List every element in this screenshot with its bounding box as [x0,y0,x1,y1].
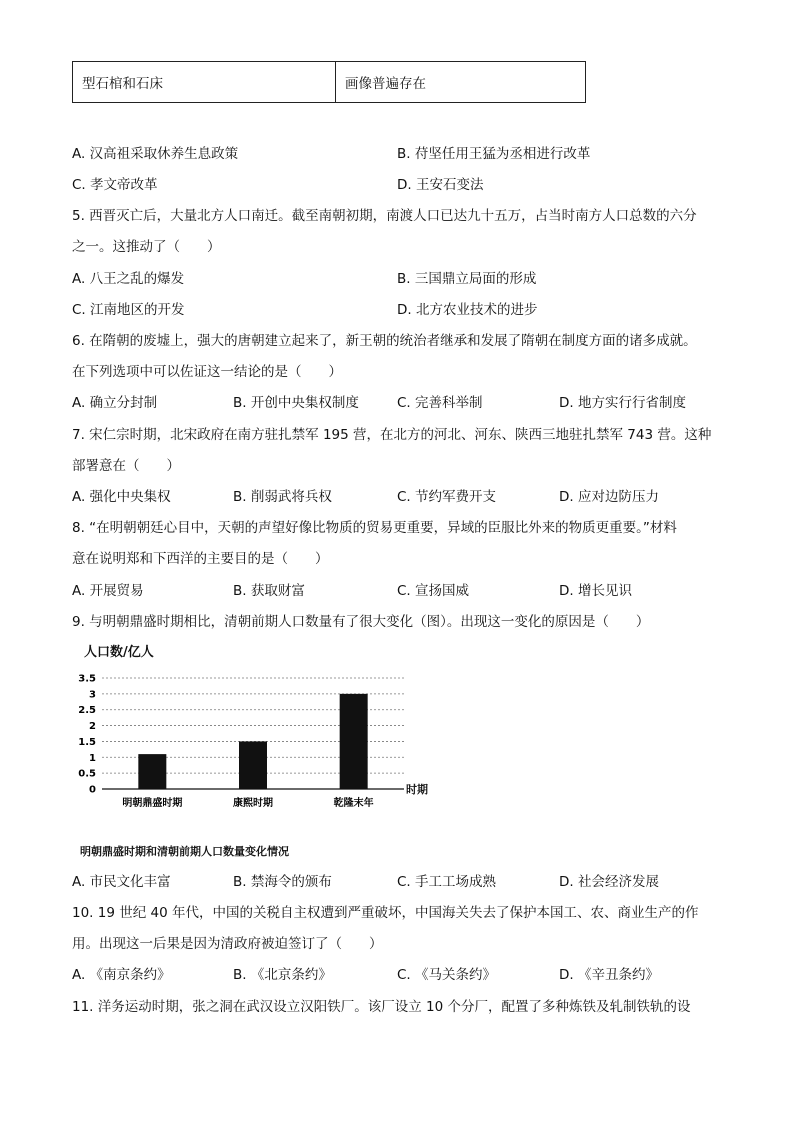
q4-option-b: B. 苻坚任用王猛为丞相进行改革 [397,146,591,162]
chart-xlabel: 时期 [406,783,428,796]
q4-option-d: D. 王安石变法 [397,177,484,193]
q7-option-c: C. 节约军费开支 [397,489,497,505]
q10-option-b: B. 《北京条约》 [233,967,332,983]
chart-y-tick-label: 3.5 [78,673,96,685]
q5-option-b: B. 三国鼎立局面的形成 [397,271,537,287]
q8-option-b: B. 获取财富 [233,583,305,599]
q10-option-a: A. 《南京条约》 [72,967,171,983]
chart-ylabel: 人口数/亿人 [84,645,154,660]
chart-y-tick-label: 2.5 [78,705,96,717]
q6-option-b: B. 开创中央集权制度 [233,395,359,411]
comparison-table [72,61,586,103]
q4-option-a: A. 汉高祖采取休养生息政策 [72,146,239,162]
q9-option-d: D. 社会经济发展 [559,874,659,890]
q8-stem-line2: 意在说明郑和下西洋的主要目的是（ ） [72,551,329,567]
q7-option-a: A. 强化中央集权 [72,489,171,505]
chart-y-tick-label: 3 [89,689,96,701]
q5-option-d: D. 北方农业技术的进步 [397,302,538,318]
chart-y-tick-label: 2 [89,721,96,733]
q9-option-a: A. 市民文化丰富 [72,874,171,890]
q9-stem-line1: 9. 与明朝鼎盛时期相比，清朝前期人口数量有了很大变化（图）。出现这一变化的原因是（ ） [72,614,650,630]
q8-option-d: D. 增长见识 [559,583,632,599]
q4-option-c: C. 孝文帝改革 [72,177,158,193]
population-bar-chart [72,636,452,866]
chart-x-ticks [122,796,373,809]
q6-option-d: D. 地方实行行省制度 [559,395,686,411]
q8-option-c: C. 宣扬国威 [397,583,470,599]
q6-option-a: A. 确立分封制 [72,395,158,411]
chart-x-tick-label: 乾隆末年 [333,798,374,809]
chart-y-tick-label: 1.5 [78,736,96,748]
q5-stem-line2: 之一。这推动了（ ） [72,239,221,255]
q5-option-c: C. 江南地区的开发 [72,302,185,318]
chart-x-tick-label: 明朝鼎盛时期 [122,798,183,809]
chart-bar [138,754,166,789]
chart-y-tick-label: 1 [89,752,96,764]
q9-option-c: C. 手工工场成熟 [397,874,497,890]
q7-option-b: B. 削弱武将兵权 [233,489,332,505]
table-cell: 画像普遍存在 [336,62,586,103]
q7-stem-line2: 部署意在（ ） [72,458,180,474]
chart-title: 明朝鼎盛时期和清朝前期人口数量变化情况 [80,845,289,858]
q5-stem-line1: 5. 西晋灭亡后，大量北方人口南迁。截至南朝初期，南渡人口已达九十五万，占当时南方人口总数的六分 [72,208,697,224]
chart-y-ticks [78,674,96,796]
q9-option-b: B. 禁海令的颁布 [233,874,332,890]
q11-stem-line1: 11. 洋务运动时期，张之洞在武汉设立汉阳铁厂。该厂设立 10 个分厂，配置了多种炼铁及轧制铁轨的设 [72,999,691,1015]
q5-option-a: A. 八王之乱的爆发 [72,271,185,287]
chart-bar [340,694,368,789]
q7-option-d: D. 应对边防压力 [559,489,659,505]
q8-stem-line1: 8. “在明朝朝廷心目中，天朝的声望好像比物质的贸易更重要，异域的臣服比外来的物质更重要。”材料 [72,520,677,536]
chart-bars [138,694,367,789]
q7-stem-line1: 7. 宋仁宗时期，北宋政府在南方驻扎禁军 195 营，在北方的河北、河东、陕西三地驻扎禁军 743 营。这种 [72,427,712,443]
q6-option-c: C. 完善科举制 [397,395,483,411]
table-row [73,62,586,103]
q6-stem-line2: 在下列选项中可以佐证这一结论的是（ ） [72,364,342,380]
q10-stem-line2: 用。出现这一后果是因为清政府被迫签订了（ ） [72,936,383,952]
chart-y-tick-label: 0.5 [78,768,96,780]
q6-stem-line1: 6. 在隋朝的废墟上，强大的唐朝建立起来了，新王朝的统治者继承和发展了隋朝在制度方面的诸多成就。 [72,333,697,349]
q10-option-d: D. 《辛丑条约》 [559,967,659,983]
q8-option-a: A. 开展贸易 [72,583,144,599]
table-cell: 型石棺和石床 [73,62,336,103]
chart-bar [239,741,267,789]
q10-stem-line1: 10. 19 世纪 40 年代，中国的关税自主权遭到严重破坏，中国海关失去了保护本国工、农、商业生产的作 [72,905,699,921]
q10-option-c: C. 《马关条约》 [397,967,497,983]
chart-y-tick-label: 0 [89,784,96,796]
chart-x-tick-label: 康熙时期 [233,798,273,809]
